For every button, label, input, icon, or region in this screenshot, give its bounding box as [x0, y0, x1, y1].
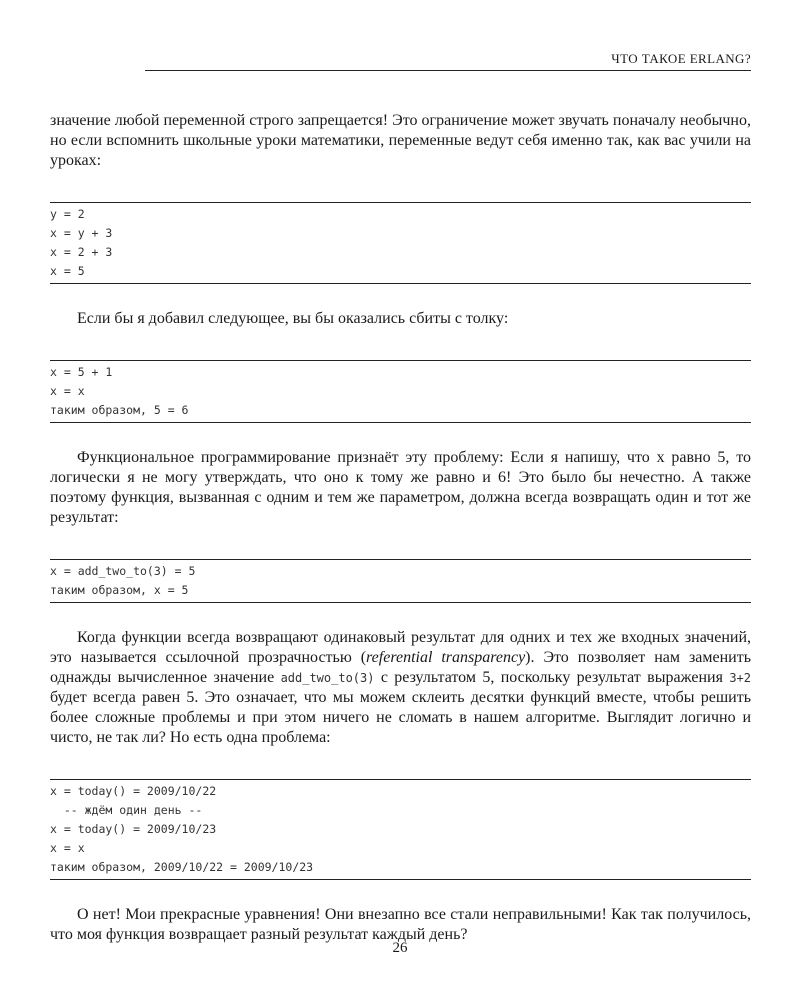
code-line: таким образом, x = 5 [50, 583, 189, 597]
code-line: y = 2 [50, 207, 85, 221]
code-line: x = 2 + 3 [50, 245, 113, 259]
text-run: Когда функции всегда возвращают одинаковый результат для одних и тех же входных значений, это называется ссылочной прозрачностью ( [50, 629, 751, 666]
code-line: x = 5 + 1 [50, 365, 113, 379]
referential-transparency-term: referential transparency [366, 649, 526, 666]
code-line: x = today() = 2009/10/23 [50, 822, 217, 836]
inline-code: add_two_to(3) [280, 671, 375, 685]
code-line: x = today() = 2009/10/22 [50, 784, 217, 798]
text-run: будет всегда равен 5. Это означает, что мы можем склеить десятки функций вместе, чтобы решить более сложные проблемы и при этом ничего не сломать в нашем алгоритме. Выглядит логично и чисто, не так ли? Но есть одна проблема: [50, 689, 751, 746]
paragraph-3: Функциональное программирование признаёт эту проблему: Если я напишу, что x равно 5, то логически я не могу утверждать, что оно к тому же равно и 6! Это было бы нечестно. А также поэтому функция, вызванная с одним и тем же параметром, должна всегда возвращать один и тот же результат: [50, 449, 751, 526]
paragraph-5: О нет! Мои прекрасные уравнения! Они внезапно все стали неправильными! Как так получилось, что моя функция возвращает разный результат каждый день? [50, 906, 751, 943]
code-line: x = x [50, 384, 85, 398]
code-line: x = y + 3 [50, 226, 113, 240]
page-content [50, 111, 751, 945]
code-block-3 [50, 559, 751, 603]
code-line: x = 5 [50, 264, 85, 278]
text-run: ). Это позволяет нам заменить однажды вычисленное значение [50, 649, 751, 686]
code-line: таким образом, 2009/10/22 = 2009/10/23 [50, 860, 314, 874]
code-block-2 [50, 360, 751, 423]
page-number: 26 [392, 940, 408, 956]
paragraph-2: Если бы я добавил следующее, вы бы оказались сбиты с толку: [77, 310, 509, 327]
code-line: x = add_two_to(3) = 5 [50, 564, 196, 578]
text-run: с результатом 5, поскольку результат выражения [374, 669, 730, 686]
inline-code: 3+2 [729, 671, 751, 685]
code-block-1 [50, 202, 751, 284]
code-block-4 [50, 779, 751, 880]
code-line: -- ждём один день -- [50, 803, 203, 817]
running-header [145, 52, 751, 71]
header-title: ЧТО ТАКОЕ ERLANG? [611, 51, 751, 66]
code-line: x = x [50, 841, 85, 855]
code-line: таким образом, 5 = 6 [50, 403, 189, 417]
paragraph-1: значение любой переменной строго запрещается! Это ограничение может звучать поначалу необычно, но если вспомнить школьные уроки математики, переменные ведут себя именно так, как вас учили на уроках: [50, 112, 751, 169]
paragraph-4 [50, 628, 751, 748]
